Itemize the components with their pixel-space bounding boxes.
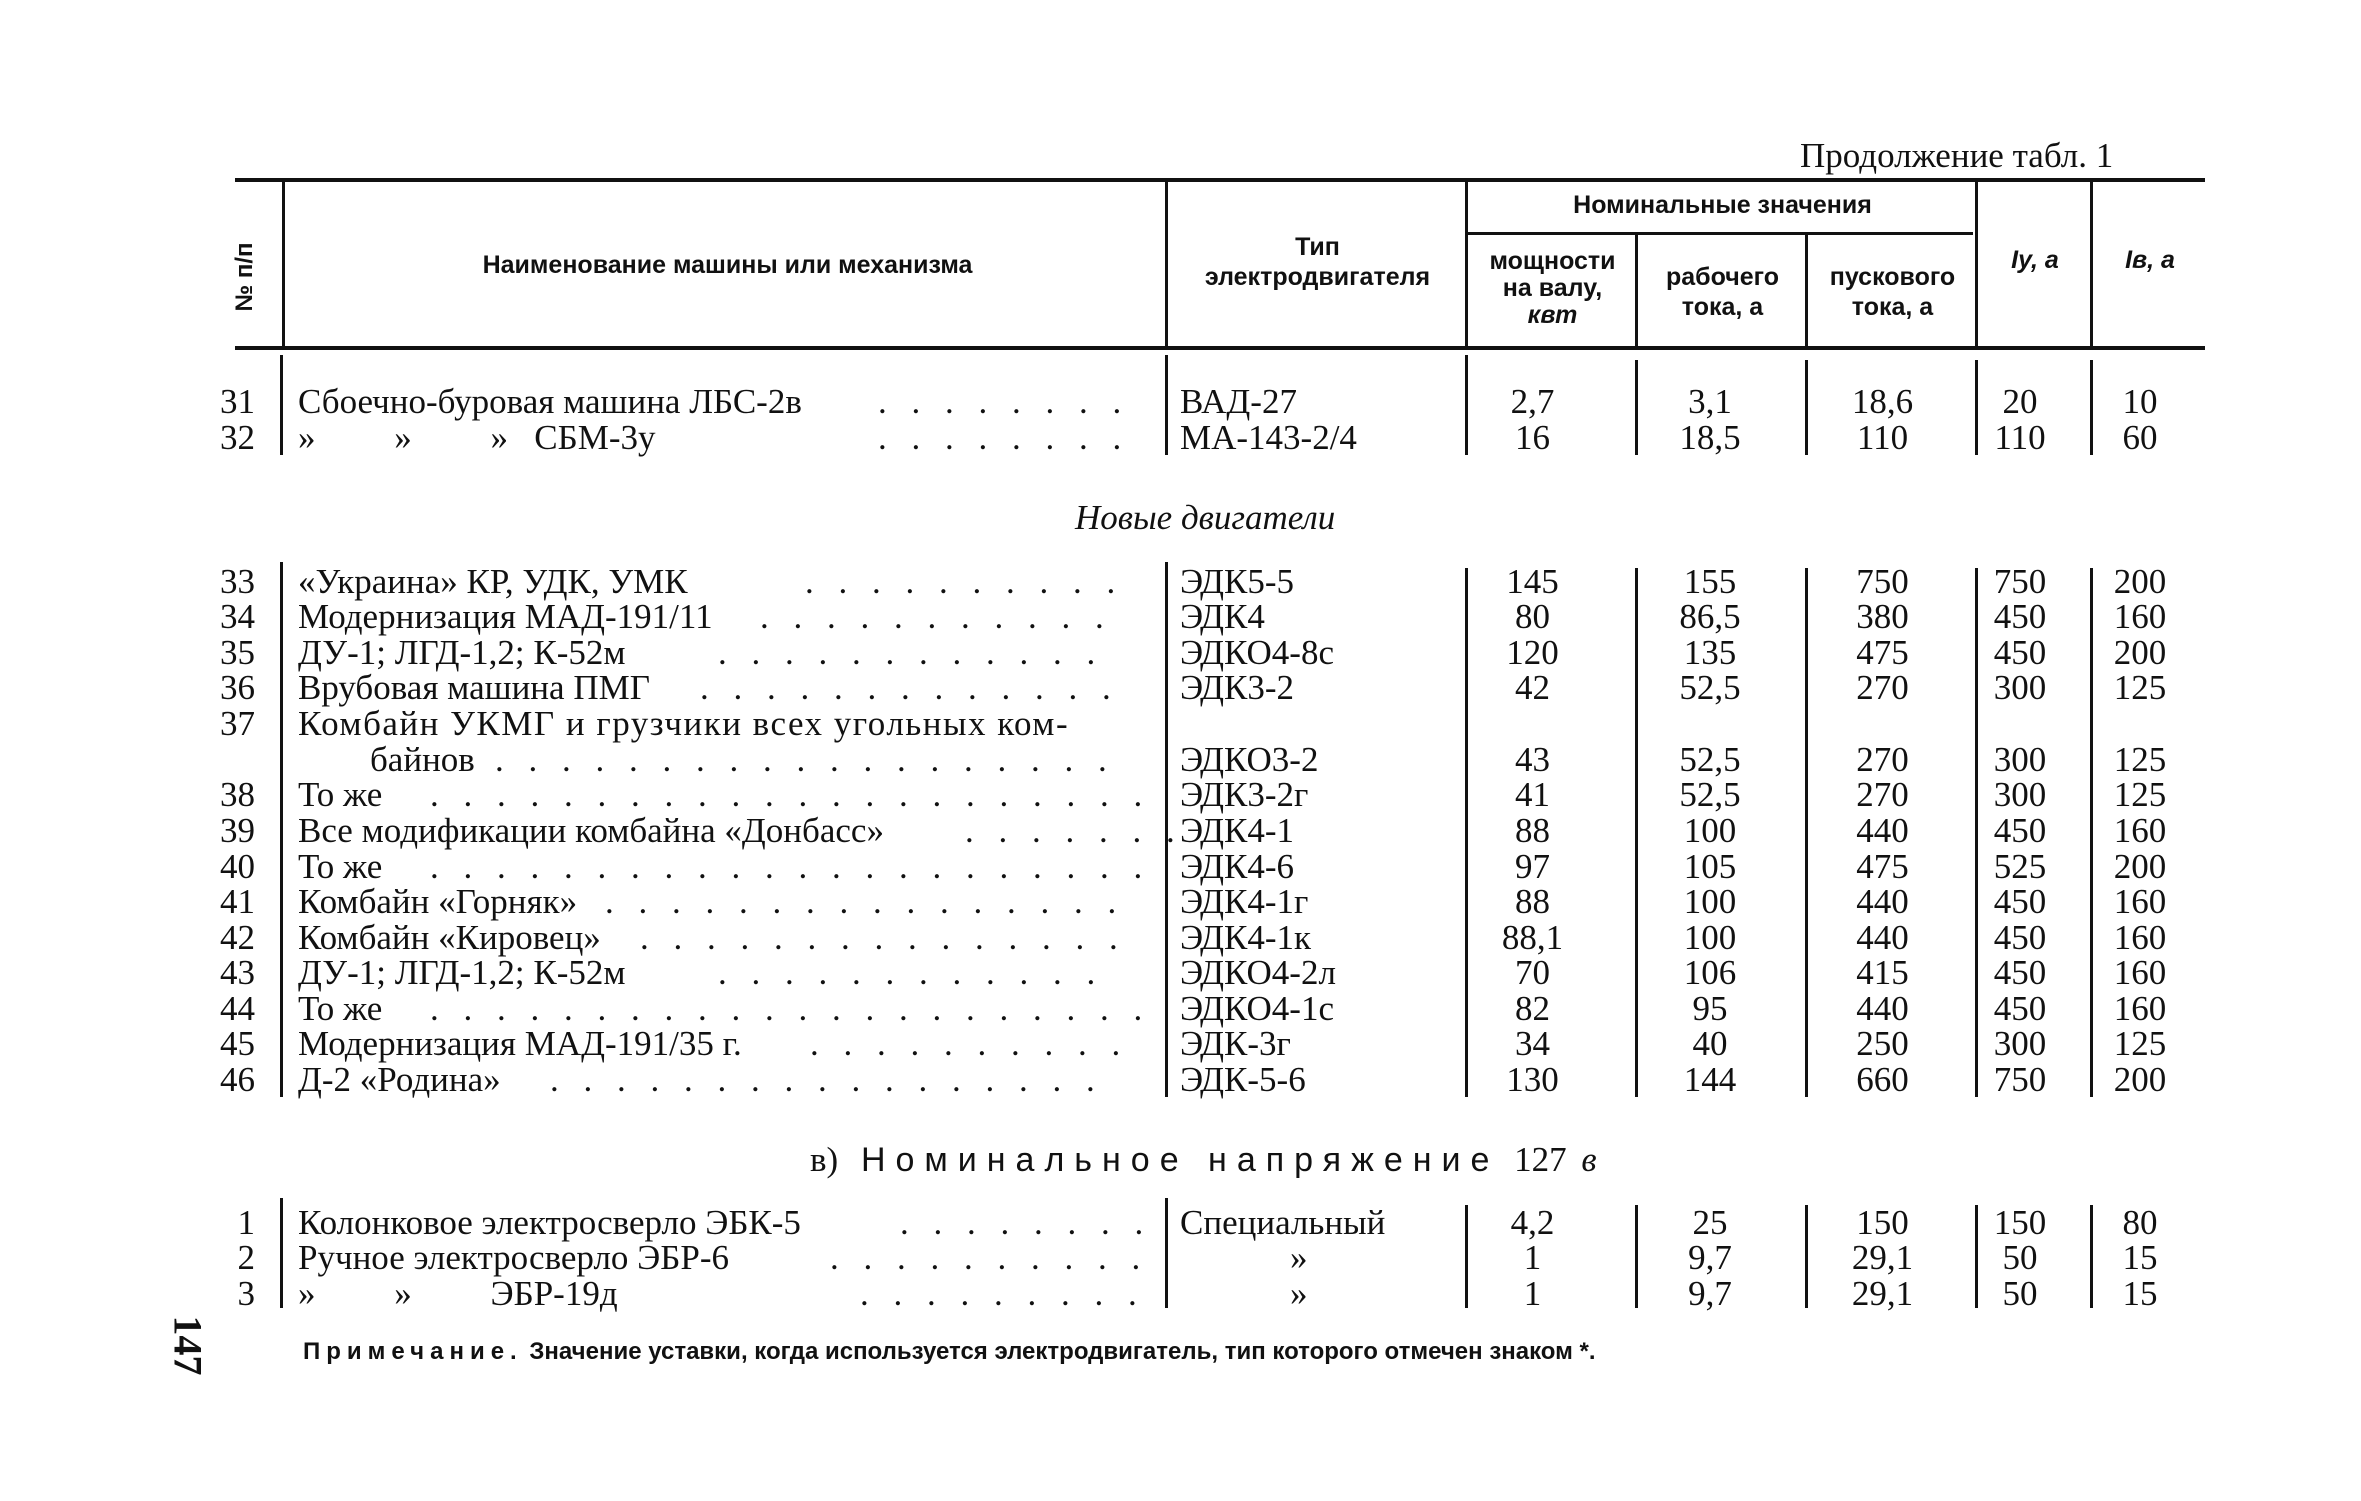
table-row: 46 Д-2 «Родина» ЭДК-5-6 130 144 660 750 200 . . . . . . . . . . . . . . . . . [220,1060,2167,1099]
table-row: 35 ДУ-1; ЛГД-1,2; К-52м ЭДКО4-8с 120 135 475 450 200 . . . . . . . . . . . . [220,633,2167,672]
table-row: 45 Модернизация МАД-191/35 г. ЭДК-3г 34 40 250 300 125 . . . . . . . . . . [220,1024,2167,1063]
header-nominal: Номинальные значения [1573,191,1872,219]
table-row: 43 ДУ-1; ЛГД-1,2; К-52м ЭДКО4-2л 70 106 415 450 160 . . . . . . . . . . . . [220,953,2167,992]
page-number: 147 [165,1315,211,1376]
nominal-subheader-rule [1468,232,1973,235]
table-row: 39 Все модификации комбайна «Донбасс» ЭДК4-1 88 100 440 450 160 . . . . . . . [220,811,2167,850]
header-col-divider [1465,180,1468,348]
table-row: 34 Модернизация МАД-191/11 ЭДК4 80 86,5 380 450 160 . . . . . . . . . . . [220,597,2167,636]
header-col-divider [1805,234,1808,348]
header-ib: Iв, а [2125,246,2175,274]
header-motor: Тип электродвигателя [1204,233,1431,291]
table-row: 42 Комбайн «Кировец» ЭДК4-1к 88,1 100 440 450 160 . . . . . . . . . . . . . . . [220,918,2167,957]
section-new-motors: Новые двигатели [1075,498,1336,537]
table-row: 31 Сбоечно-буровая машина ЛБС-2в . . . . . . . . ВАД-27 2,7 3,1 18,6 20 10 [220,382,2158,421]
section-v-heading: в) Номинальное напряжение 127 в [810,1140,1597,1179]
table-row: 40 То же ЭДК4-6 97 105 475 525 200 . . . . . . . . . . . . . . . . . . . . . . [220,847,2167,886]
table-row: 1 Колонковое электросверло ЭБК-5 . . . . . . . . Специальный 4,2 25 150 150 80 [237,1203,2158,1242]
header-power: мощности на валу, квт [1489,247,1616,329]
table-row: 37 Комбайн УКМГ и грузчики всех угольных ком- [220,704,1070,743]
header-name: Наименование машины или механизма [482,251,973,279]
header-num: № п/п [231,242,258,312]
table-row: 44 То же ЭДКО4-1с 82 95 440 450 160 . . . . . . . . . . . . . . . . . . . . . . [220,989,2167,1028]
header-col-divider [1975,180,1978,348]
header-run-current: рабочего тока, а [1665,263,1780,321]
table-row: 38 То же ЭДК3-2г 41 52,5 270 300 125 . . . . . . . . . . . . . . . . . . . . . . [220,775,2167,814]
header-col-divider [282,180,285,348]
header-col-divider [1165,180,1168,348]
header-col-divider [2090,180,2093,348]
table-row: 36 Врубовая машина ПМГ ЭДК3-2 42 52,5 270 300 125 . . . . . . . . . . . . . [220,668,2167,707]
table-row: 32 » » » СБМ-3у . . . . . . . . МА-143-2/4 16 18,5 110 110 60 [220,418,2158,457]
continuation-caption: Продолжение табл. 1 [1800,136,2114,175]
table-row: 33 «Украина» КР, УДК, УМК ЭДК5-5 145 155 750 750 200 . . . . . . . . . . [220,562,2167,601]
table-row: байнов ЭДКО3-2 43 52,5 270 300 125 . . . . . . . . . . . . . . . . . . . [370,740,2167,779]
table-row: 2 Ручное электросверло ЭБР-6 . . . . . . . . . . » 1 9,7 29,1 50 15 [237,1238,2158,1277]
table-row: 41 Комбайн «Горняк» ЭДК4-1г 88 100 440 450 160 . . . . . . . . . . . . . . . . [220,882,2167,921]
header-start-current: пускового тока, а [1829,263,1956,321]
table-top-rule [235,178,2205,182]
header-bottom-rule [235,346,2205,350]
header-iy: Iу, а [2011,246,2059,274]
table-row: 3 » » ЭБР-19д . . . . . . . . . » 1 9,7 29,1 50 15 [237,1274,2158,1313]
table-note: Примечание. Значение уставки, когда используется электродвигатель, тип которого отмечен знаком *. [303,1338,1596,1365]
header-col-divider [1635,234,1638,348]
